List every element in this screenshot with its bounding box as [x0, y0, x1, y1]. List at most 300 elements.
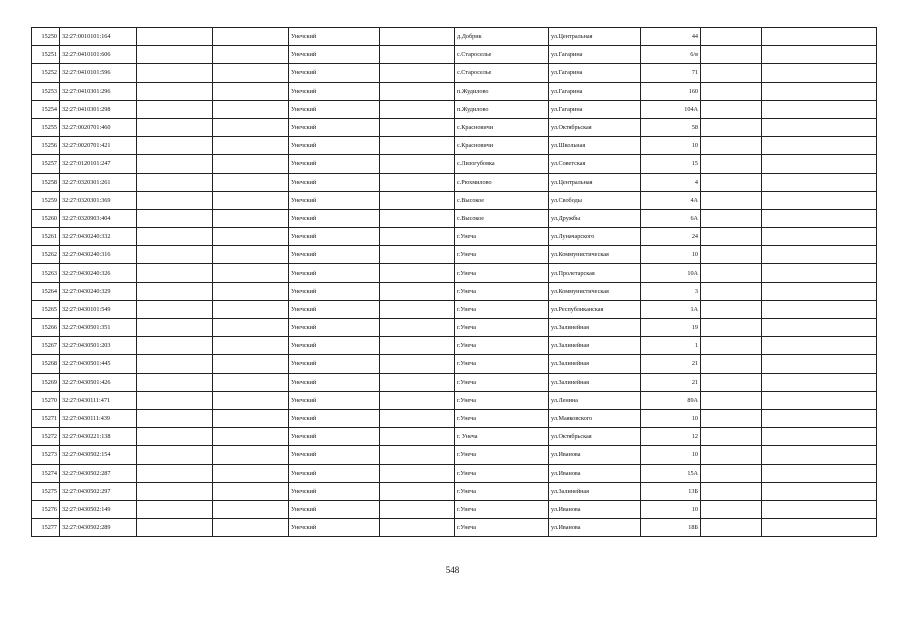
cell-blank-col-3 [380, 464, 455, 482]
cell-blank-col-3 [380, 519, 455, 537]
cell-cadastral-number: 32:27:0430111:439 [60, 409, 137, 427]
cell-blank-col-4 [701, 391, 762, 409]
cell-blank-col-1 [137, 519, 213, 537]
cell-blank-col-4 [701, 264, 762, 282]
cell-blank-col-3 [380, 246, 455, 264]
table-row [32, 264, 877, 282]
cell-blank-col-1 [137, 409, 213, 427]
cell-record-number: 15250 [32, 28, 60, 46]
cell-record-number: 15261 [32, 228, 60, 246]
cell-cadastral-number: 32:27:0430221:138 [60, 428, 137, 446]
cell-settlement: г.Унеча [455, 355, 549, 373]
cell-district: Унечский [289, 228, 380, 246]
cell-blank-col-4 [701, 319, 762, 337]
cell-house-number: 10А [641, 264, 701, 282]
table-row [32, 246, 877, 264]
cell-street: ул.Октябрьская [549, 428, 641, 446]
cell-district: Унечский [289, 282, 380, 300]
table-row [32, 355, 877, 373]
table-row [32, 500, 877, 518]
cell-district: Унечский [289, 464, 380, 482]
cell-cadastral-number: 32:27:0430240:316 [60, 246, 137, 264]
cell-blank-col-1 [137, 209, 213, 227]
cell-settlement: г.Унеча [455, 300, 549, 318]
table-row [32, 191, 877, 209]
cell-cadastral-number: 32:27:0430501:351 [60, 319, 137, 337]
cell-blank-col-1 [137, 337, 213, 355]
cell-district: Унечский [289, 355, 380, 373]
cell-cadastral-number: 32:27:0410301:298 [60, 100, 137, 118]
cell-blank-col-2 [213, 173, 289, 191]
cell-record-number: 15276 [32, 500, 60, 518]
table-row [32, 319, 877, 337]
cell-blank-col-4 [701, 46, 762, 64]
cell-blank-col-5 [762, 446, 877, 464]
table-row [32, 373, 877, 391]
records-table-body [32, 28, 877, 537]
cell-settlement: с.Высокое [455, 191, 549, 209]
table-row [32, 428, 877, 446]
cell-settlement: г.Унеча [455, 409, 549, 427]
cell-blank-col-1 [137, 64, 213, 82]
cell-blank-col-2 [213, 373, 289, 391]
cell-district: Унечский [289, 209, 380, 227]
cell-blank-col-1 [137, 300, 213, 318]
cell-blank-col-5 [762, 118, 877, 136]
cell-record-number: 15277 [32, 519, 60, 537]
cell-blank-col-2 [213, 500, 289, 518]
cell-settlement: г.Унеча [455, 391, 549, 409]
cell-blank-col-4 [701, 409, 762, 427]
cell-district: Унечский [289, 446, 380, 464]
cell-street: ул.Гагарина [549, 46, 641, 64]
cell-district: Унечский [289, 300, 380, 318]
cell-house-number: 12 [641, 428, 701, 446]
cell-house-number: 10 [641, 500, 701, 518]
cell-blank-col-4 [701, 300, 762, 318]
cell-street: ул.Центральная [549, 28, 641, 46]
cell-blank-col-1 [137, 264, 213, 282]
cell-settlement: г.Унеча [455, 337, 549, 355]
cell-cadastral-number: 32:27:0020701:460 [60, 118, 137, 136]
cell-blank-col-5 [762, 319, 877, 337]
cell-blank-col-4 [701, 28, 762, 46]
cell-blank-col-4 [701, 519, 762, 537]
cell-blank-col-3 [380, 391, 455, 409]
cell-blank-col-4 [701, 191, 762, 209]
cell-blank-col-4 [701, 100, 762, 118]
table-row [32, 209, 877, 227]
cell-blank-col-2 [213, 428, 289, 446]
cell-house-number: 58 [641, 118, 701, 136]
cell-cadastral-number: 32:27:0430111:471 [60, 391, 137, 409]
cell-district: Унечский [289, 500, 380, 518]
cell-street: ул.Залинейная [549, 482, 641, 500]
cell-street: ул.Школьная [549, 137, 641, 155]
cell-record-number: 15252 [32, 64, 60, 82]
cell-blank-col-5 [762, 209, 877, 227]
cell-blank-col-1 [137, 464, 213, 482]
cell-blank-col-5 [762, 409, 877, 427]
cell-blank-col-4 [701, 446, 762, 464]
table-row [32, 282, 877, 300]
cell-street: ул.Залинейная [549, 355, 641, 373]
cell-cadastral-number: 32:27:0020701:421 [60, 137, 137, 155]
cell-street: ул.Залинейная [549, 337, 641, 355]
cell-blank-col-1 [137, 482, 213, 500]
cell-record-number: 15269 [32, 373, 60, 391]
cell-record-number: 15254 [32, 100, 60, 118]
cell-blank-col-3 [380, 337, 455, 355]
cell-street: ул.Луначарского [549, 228, 641, 246]
cell-house-number: 18Б [641, 519, 701, 537]
cell-blank-col-4 [701, 464, 762, 482]
cell-district: Унечский [289, 46, 380, 64]
cell-blank-col-3 [380, 28, 455, 46]
cell-record-number: 15271 [32, 409, 60, 427]
cell-record-number: 15259 [32, 191, 60, 209]
cell-district: Унечский [289, 100, 380, 118]
cell-blank-col-3 [380, 428, 455, 446]
cell-street: ул.Коммунистическая [549, 282, 641, 300]
cell-blank-col-5 [762, 228, 877, 246]
cell-district: Унечский [289, 482, 380, 500]
cell-street: ул.Дружбы [549, 209, 641, 227]
cell-blank-col-5 [762, 264, 877, 282]
cell-blank-col-1 [137, 228, 213, 246]
cell-blank-col-2 [213, 519, 289, 537]
cell-blank-col-3 [380, 209, 455, 227]
cell-district: Унечский [289, 28, 380, 46]
cell-cadastral-number: 32:27:0320301:369 [60, 191, 137, 209]
cell-record-number: 15274 [32, 464, 60, 482]
cell-blank-col-4 [701, 137, 762, 155]
cell-blank-col-1 [137, 282, 213, 300]
cell-blank-col-3 [380, 373, 455, 391]
table-row [32, 409, 877, 427]
cell-settlement: с.Староселье [455, 46, 549, 64]
cell-settlement: г. Унеча [455, 428, 549, 446]
cell-blank-col-5 [762, 428, 877, 446]
cell-record-number: 15275 [32, 482, 60, 500]
cell-blank-col-1 [137, 446, 213, 464]
cell-record-number: 15263 [32, 264, 60, 282]
cell-district: Унечский [289, 264, 380, 282]
cell-settlement: г.Унеча [455, 464, 549, 482]
cell-blank-col-2 [213, 391, 289, 409]
cell-blank-col-5 [762, 155, 877, 173]
cell-blank-col-2 [213, 337, 289, 355]
cell-blank-col-3 [380, 191, 455, 209]
table-row [32, 82, 877, 100]
cell-settlement: г.Унеча [455, 500, 549, 518]
cell-district: Унечский [289, 409, 380, 427]
table-row [32, 64, 877, 82]
cell-blank-col-2 [213, 282, 289, 300]
table-row [32, 228, 877, 246]
cell-street: ул.Пролетарская [549, 264, 641, 282]
cell-blank-col-1 [137, 428, 213, 446]
cell-cadastral-number: 32:27:0410301:296 [60, 82, 137, 100]
cell-settlement: г.Унеча [455, 482, 549, 500]
cell-blank-col-1 [137, 82, 213, 100]
cell-blank-col-3 [380, 446, 455, 464]
cell-district: Унечский [289, 373, 380, 391]
cell-blank-col-4 [701, 482, 762, 500]
cell-blank-col-2 [213, 264, 289, 282]
cell-house-number: 89А [641, 391, 701, 409]
cell-settlement: с.Лизогубовка [455, 155, 549, 173]
cell-blank-col-2 [213, 446, 289, 464]
cell-cadastral-number: 32:27:0320301:261 [60, 173, 137, 191]
cell-street: ул.Октябрьская [549, 118, 641, 136]
cell-blank-col-1 [137, 100, 213, 118]
cell-blank-col-2 [213, 137, 289, 155]
cell-blank-col-5 [762, 64, 877, 82]
cell-blank-col-5 [762, 482, 877, 500]
cell-street: ул.Иванова [549, 500, 641, 518]
cell-house-number: 1А [641, 300, 701, 318]
cell-settlement: г.Унеча [455, 373, 549, 391]
cell-blank-col-3 [380, 64, 455, 82]
cell-record-number: 15253 [32, 82, 60, 100]
cell-blank-col-4 [701, 428, 762, 446]
cell-cadastral-number: 32:27:0430502:297 [60, 482, 137, 500]
cell-house-number: 10 [641, 446, 701, 464]
cell-blank-col-2 [213, 464, 289, 482]
cell-blank-col-5 [762, 337, 877, 355]
cell-blank-col-1 [137, 319, 213, 337]
cell-house-number: 19 [641, 319, 701, 337]
cell-blank-col-4 [701, 246, 762, 264]
cell-street: ул.Республиканская [549, 300, 641, 318]
cell-cadastral-number: 32:27:0120101:247 [60, 155, 137, 173]
cell-blank-col-4 [701, 64, 762, 82]
cell-street: ул.Гагарина [549, 100, 641, 118]
cell-blank-col-1 [137, 246, 213, 264]
cell-street: ул.Советская [549, 155, 641, 173]
cell-blank-col-4 [701, 155, 762, 173]
cell-blank-col-2 [213, 118, 289, 136]
cell-record-number: 15260 [32, 209, 60, 227]
cell-record-number: 15256 [32, 137, 60, 155]
cell-street: ул.Ленина [549, 391, 641, 409]
cell-district: Унечский [289, 319, 380, 337]
cell-record-number: 15251 [32, 46, 60, 64]
cell-house-number: 10 [641, 137, 701, 155]
cell-record-number: 15273 [32, 446, 60, 464]
table-row [32, 464, 877, 482]
cell-blank-col-1 [137, 28, 213, 46]
table-row [32, 337, 877, 355]
cell-house-number: 4А [641, 191, 701, 209]
cell-blank-col-5 [762, 500, 877, 518]
cell-cadastral-number: 32:27:0430502:149 [60, 500, 137, 518]
cell-street: ул.Иванова [549, 464, 641, 482]
cell-blank-col-2 [213, 82, 289, 100]
cell-settlement: г.Унеча [455, 246, 549, 264]
table-row [32, 137, 877, 155]
cell-house-number: 6/в [641, 46, 701, 64]
cell-blank-col-3 [380, 355, 455, 373]
cell-house-number: 4 [641, 173, 701, 191]
cell-blank-col-1 [137, 173, 213, 191]
cell-settlement: п.Жудилово [455, 82, 549, 100]
cell-blank-col-1 [137, 46, 213, 64]
cell-settlement: г.Унеча [455, 282, 549, 300]
cell-blank-col-3 [380, 100, 455, 118]
cell-street: ул.Гагарина [549, 82, 641, 100]
cell-record-number: 15272 [32, 428, 60, 446]
cell-blank-col-3 [380, 282, 455, 300]
cell-street: ул.Залинейная [549, 373, 641, 391]
cell-blank-col-3 [380, 300, 455, 318]
cell-blank-col-3 [380, 482, 455, 500]
cell-district: Унечский [289, 391, 380, 409]
cell-blank-col-2 [213, 64, 289, 82]
table-row [32, 482, 877, 500]
cell-house-number: 3 [641, 282, 701, 300]
cell-cadastral-number: 32:27:0430240:329 [60, 282, 137, 300]
cell-blank-col-4 [701, 373, 762, 391]
cell-cadastral-number: 32:27:0430502:154 [60, 446, 137, 464]
cell-record-number: 15264 [32, 282, 60, 300]
cell-settlement: п.Жудилово [455, 100, 549, 118]
cell-blank-col-4 [701, 337, 762, 355]
cell-record-number: 15267 [32, 337, 60, 355]
cell-cadastral-number: 32:27:0430502:289 [60, 519, 137, 537]
cell-cadastral-number: 32:27:0430101:549 [60, 300, 137, 318]
cell-house-number: 71 [641, 64, 701, 82]
cell-blank-col-3 [380, 500, 455, 518]
cell-district: Унечский [289, 337, 380, 355]
cell-district: Унечский [289, 64, 380, 82]
cell-district: Унечский [289, 137, 380, 155]
cell-blank-col-3 [380, 82, 455, 100]
cell-blank-col-1 [137, 391, 213, 409]
cell-settlement: с.Староселье [455, 64, 549, 82]
cell-settlement: г.Унеча [455, 264, 549, 282]
cell-blank-col-3 [380, 228, 455, 246]
cell-record-number: 15270 [32, 391, 60, 409]
cell-district: Унечский [289, 191, 380, 209]
cell-cadastral-number: 32:27:0430240:326 [60, 264, 137, 282]
cell-street: ул.Гагарина [549, 64, 641, 82]
table-row [32, 446, 877, 464]
cell-house-number: 13Б [641, 482, 701, 500]
cell-blank-col-1 [137, 373, 213, 391]
cell-blank-col-5 [762, 519, 877, 537]
cell-blank-col-5 [762, 373, 877, 391]
cell-blank-col-3 [380, 264, 455, 282]
cell-settlement: г.Унеча [455, 228, 549, 246]
cell-house-number: 15 [641, 155, 701, 173]
table-row [32, 173, 877, 191]
cell-house-number: 21 [641, 373, 701, 391]
cell-street: ул.Иванова [549, 446, 641, 464]
cell-blank-col-2 [213, 482, 289, 500]
cell-blank-col-5 [762, 282, 877, 300]
cell-record-number: 15268 [32, 355, 60, 373]
cell-street: ул.Свободы [549, 191, 641, 209]
cell-blank-col-5 [762, 46, 877, 64]
cell-blank-col-3 [380, 173, 455, 191]
cell-blank-col-1 [137, 137, 213, 155]
cell-blank-col-2 [213, 100, 289, 118]
cell-settlement: с.Высокое [455, 209, 549, 227]
cell-house-number: 10 [641, 246, 701, 264]
cell-settlement: д.Добрик [455, 28, 549, 46]
cell-blank-col-1 [137, 355, 213, 373]
cell-blank-col-5 [762, 191, 877, 209]
cell-cadastral-number: 32:27:0430501:426 [60, 373, 137, 391]
cell-blank-col-3 [380, 409, 455, 427]
cell-blank-col-1 [137, 500, 213, 518]
cell-blank-col-3 [380, 118, 455, 136]
cell-blank-col-5 [762, 300, 877, 318]
cell-settlement: г.Унеча [455, 319, 549, 337]
cell-blank-col-2 [213, 409, 289, 427]
cell-street: ул.Коммунистическая [549, 246, 641, 264]
cell-blank-col-4 [701, 82, 762, 100]
cell-street: ул.Маяковского [549, 409, 641, 427]
cell-cadastral-number: 32:27:0430502:287 [60, 464, 137, 482]
table-row [32, 300, 877, 318]
cell-blank-col-2 [213, 46, 289, 64]
cell-blank-col-2 [213, 191, 289, 209]
page-number: 548 [445, 565, 460, 575]
cell-record-number: 15258 [32, 173, 60, 191]
cell-district: Унечский [289, 246, 380, 264]
cell-district: Унечский [289, 428, 380, 446]
cell-blank-col-2 [213, 246, 289, 264]
cell-settlement: г.Унеча [455, 519, 549, 537]
cell-house-number: 6А [641, 209, 701, 227]
cell-blank-col-1 [137, 155, 213, 173]
cell-blank-col-5 [762, 137, 877, 155]
cell-blank-col-1 [137, 118, 213, 136]
cell-district: Унечский [289, 519, 380, 537]
cell-blank-col-5 [762, 464, 877, 482]
cell-blank-col-4 [701, 173, 762, 191]
cell-blank-col-5 [762, 100, 877, 118]
cell-settlement: с.Красновичи [455, 137, 549, 155]
cell-blank-col-3 [380, 319, 455, 337]
table-row [32, 118, 877, 136]
table-row [32, 391, 877, 409]
cell-blank-col-2 [213, 28, 289, 46]
cell-blank-col-2 [213, 155, 289, 173]
cell-blank-col-5 [762, 28, 877, 46]
cell-blank-col-5 [762, 246, 877, 264]
cell-house-number: 104А [641, 100, 701, 118]
table-row [32, 28, 877, 46]
cell-record-number: 15265 [32, 300, 60, 318]
cell-record-number: 15257 [32, 155, 60, 173]
cell-house-number: 10 [641, 409, 701, 427]
cell-house-number: 1 [641, 337, 701, 355]
cell-record-number: 15266 [32, 319, 60, 337]
cell-blank-col-5 [762, 355, 877, 373]
cell-blank-col-5 [762, 82, 877, 100]
cell-record-number: 15255 [32, 118, 60, 136]
cell-district: Унечский [289, 155, 380, 173]
table-row [32, 519, 877, 537]
cell-blank-col-3 [380, 155, 455, 173]
cell-blank-col-3 [380, 137, 455, 155]
cell-cadastral-number: 32:27:0430501:445 [60, 355, 137, 373]
cell-district: Унечский [289, 173, 380, 191]
